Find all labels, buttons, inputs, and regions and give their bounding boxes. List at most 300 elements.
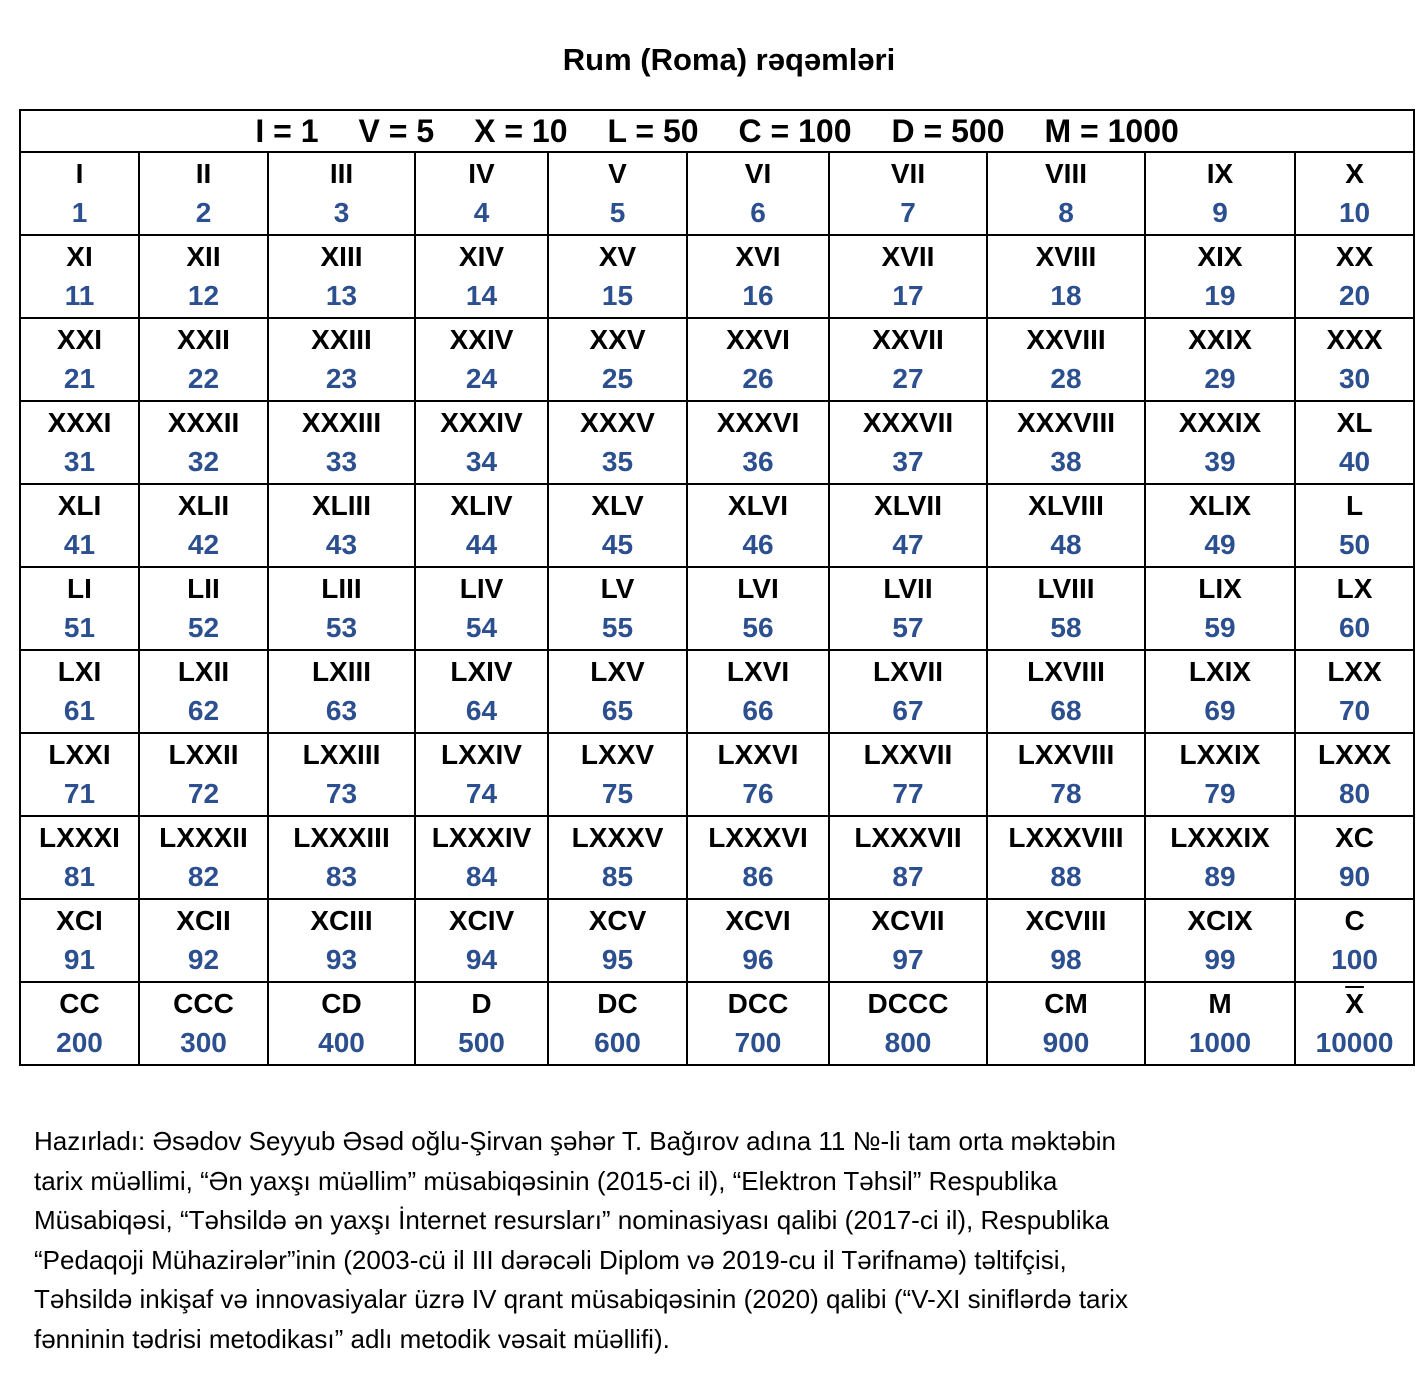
numeral-cell	[20, 982, 139, 1065]
arabic-value: 34	[465, 446, 498, 477]
numeral-cell	[268, 733, 415, 816]
numeral-cell	[1295, 484, 1414, 567]
arabic-value: 400	[318, 1027, 365, 1058]
numeral-cell	[415, 318, 548, 401]
roman-numeral: X	[1345, 158, 1364, 189]
roman-numeral: V	[608, 158, 627, 189]
numeral-cell	[987, 484, 1145, 567]
arabic-value: 73	[325, 778, 358, 809]
roman-numeral: XXI	[56, 324, 103, 355]
roman-numeral: XXXVII	[862, 407, 954, 438]
roman-numeral: XLII	[177, 490, 230, 521]
roman-numeral: XXIV	[449, 324, 514, 355]
roman-numeral: XCI	[56, 905, 103, 936]
arabic-value: 12	[187, 280, 220, 311]
roman-numeral: XXXIV	[440, 407, 523, 438]
roman-numeral: XCII	[176, 905, 231, 936]
arabic-value: 81	[63, 861, 96, 892]
numeral-cell	[1145, 733, 1295, 816]
arabic-value: 54	[465, 612, 498, 643]
numeral-cell	[687, 318, 829, 401]
numeral-cell	[139, 235, 268, 318]
numeral-cell	[687, 816, 829, 899]
roman-numeral: LIV	[459, 573, 504, 604]
roman-numeral: LXXV	[580, 739, 655, 770]
numeral-cell	[268, 152, 415, 235]
arabic-value: 500	[458, 1027, 505, 1058]
roman-numeral: LXXIII	[302, 739, 381, 770]
roman-numeral: XXVII	[872, 324, 944, 355]
roman-numeral: LXIX	[1188, 656, 1252, 687]
numeral-cell	[1145, 401, 1295, 484]
arabic-value: 7	[900, 197, 916, 228]
numeral-cell	[1145, 982, 1295, 1065]
author-note-line: Hazırladı: Əsədov Seyyub Əsəd oğlu-Şirvan şəhər T. Bağırov adına 11 №-li tam orta məktəbin	[34, 1126, 1117, 1156]
arabic-value: 69	[1204, 695, 1236, 726]
numeral-cell	[829, 816, 987, 899]
numeral-cell	[20, 567, 139, 650]
arabic-value: 94	[465, 944, 498, 975]
numeral-cell	[829, 899, 987, 982]
arabic-value: 78	[1050, 778, 1082, 809]
arabic-value: 18	[1050, 280, 1082, 311]
arabic-value: 8	[1058, 197, 1074, 228]
numeral-cell	[829, 982, 987, 1065]
numeral-cell	[268, 650, 415, 733]
numeral-cell	[139, 567, 268, 650]
roman-numeral: XI	[66, 241, 93, 272]
arabic-value: 93	[325, 944, 358, 975]
arabic-value: 70	[1338, 695, 1371, 726]
arabic-value: 60	[1338, 612, 1371, 643]
arabic-value: 59	[1204, 612, 1236, 643]
legend-item: X = 10	[474, 113, 568, 149]
roman-numeral: LXV	[590, 656, 645, 687]
numeral-row	[20, 733, 1414, 816]
author-note-line: Təhsildə inkişaf və innovasiyalar üzrə IV qrant müsabiqəsinin (2020) qalibi (“V-XI siniflərdə tarix	[34, 1284, 1128, 1314]
arabic-value: 42	[187, 529, 220, 560]
roman-numeral: XXXVIII	[1016, 407, 1116, 438]
arabic-value: 38	[1050, 446, 1082, 477]
numeral-cell	[20, 152, 139, 235]
roman-numeral: LVII	[883, 573, 933, 604]
numeral-cell	[829, 401, 987, 484]
author-note-line: tarix müəllimi, “Ən yaxşı müəllim” müsabiqəsinin (2015-ci il), “Elektron Təhsil” Respublika	[34, 1165, 1058, 1196]
numeral-cell	[1145, 816, 1295, 899]
numeral-cell	[829, 567, 987, 650]
arabic-value: 66	[742, 695, 774, 726]
arabic-value: 56	[742, 612, 774, 643]
roman-numeral: DCCC	[867, 988, 949, 1019]
roman-numeral: XIV	[458, 241, 505, 272]
roman-numeral: LXIII	[311, 656, 372, 687]
numeral-row	[20, 816, 1414, 899]
numeral-cell	[1295, 650, 1414, 733]
arabic-value: 86	[742, 861, 774, 892]
numeral-cell	[1295, 567, 1414, 650]
arabic-value: 700	[734, 1027, 782, 1058]
arabic-value: 25	[601, 363, 634, 394]
arabic-value: 82	[187, 861, 220, 892]
numeral-cell	[268, 484, 415, 567]
numeral-cell	[687, 401, 829, 484]
roman-numerals-table	[19, 109, 1415, 1066]
numeral-cell	[829, 650, 987, 733]
arabic-value: 53	[325, 612, 358, 643]
roman-numeral: LXXXVI	[708, 822, 808, 853]
numeral-cell	[687, 650, 829, 733]
roman-numeral: XCVII	[871, 905, 945, 936]
numeral-cell	[548, 318, 687, 401]
roman-numeral: XLVI	[727, 490, 789, 521]
arabic-value: 15	[601, 280, 634, 311]
arabic-value: 45	[601, 529, 634, 560]
arabic-value: 52	[187, 612, 220, 643]
numeral-cell	[415, 650, 548, 733]
numeral-row	[20, 235, 1414, 318]
numeral-cell	[687, 899, 829, 982]
arabic-value: 48	[1050, 529, 1082, 560]
arabic-value: 6	[750, 197, 766, 228]
roman-numeral: LXXXIV	[431, 822, 532, 853]
roman-numeral: LXII	[177, 656, 230, 687]
roman-numeral: IV	[468, 158, 495, 189]
arabic-value: 600	[594, 1027, 641, 1058]
numeral-cell	[268, 982, 415, 1065]
arabic-value: 96	[742, 944, 774, 975]
author-note-line: fənninin tədrisi metodikası” adlı metodik vəsait müəllifi).	[34, 1323, 670, 1354]
legend-item: I = 1	[255, 113, 319, 149]
numeral-cell	[1145, 899, 1295, 982]
roman-numeral: IX	[1206, 158, 1234, 189]
roman-numeral: XXXV	[580, 407, 655, 438]
arabic-value: 100	[1331, 944, 1378, 975]
arabic-value: 10	[1338, 197, 1371, 228]
numeral-cell	[1295, 899, 1414, 982]
numeral-cell	[987, 899, 1145, 982]
roman-numeral: LXXIX	[1179, 739, 1261, 770]
roman-numeral: XII	[186, 241, 221, 272]
roman-numeral: XLIII	[311, 490, 372, 521]
arabic-value: 65	[601, 695, 634, 726]
numeral-cell	[1295, 152, 1414, 235]
numeral-cell	[548, 650, 687, 733]
numeral-cell	[415, 982, 548, 1065]
numeral-cell	[415, 152, 548, 235]
roman-numeral: XIX	[1197, 241, 1243, 272]
arabic-value: 49	[1204, 529, 1236, 560]
numeral-cell	[829, 318, 987, 401]
numeral-cell	[415, 733, 548, 816]
page-title: Rum (Roma) rəqəmləri	[562, 42, 896, 77]
arabic-value: 67	[892, 695, 924, 726]
numeral-cell	[268, 318, 415, 401]
numeral-cell	[20, 235, 139, 318]
roman-numeral: XCVIII	[1025, 905, 1107, 936]
roman-numeral: XIII	[320, 241, 363, 272]
numeral-cell	[415, 899, 548, 982]
arabic-value: 76	[742, 778, 774, 809]
numeral-cell	[687, 235, 829, 318]
numeral-cell	[687, 567, 829, 650]
roman-numeral: XX	[1335, 241, 1374, 272]
roman-numeral: LI	[67, 573, 92, 604]
arabic-value: 1000	[1188, 1027, 1252, 1058]
roman-numeral: XCIV	[448, 905, 515, 936]
numeral-cell	[139, 650, 268, 733]
arabic-value: 30	[1338, 363, 1371, 394]
numeral-cell	[548, 567, 687, 650]
numeral-cell	[987, 567, 1145, 650]
arabic-value: 21	[63, 363, 96, 394]
roman-numeral: LXXXVII	[854, 822, 962, 853]
roman-numeral: CD	[321, 988, 362, 1019]
legend-item: C = 100	[738, 113, 852, 149]
numeral-cell	[1295, 318, 1414, 401]
arabic-value: 83	[325, 861, 358, 892]
numeral-cell	[987, 318, 1145, 401]
numeral-cell	[1145, 484, 1295, 567]
legend-cell	[20, 110, 1414, 152]
roman-numeral: LXVI	[726, 656, 790, 687]
arabic-value: 300	[180, 1027, 227, 1058]
arabic-value: 1	[71, 197, 88, 228]
numeral-cell	[139, 816, 268, 899]
numeral-cell	[548, 733, 687, 816]
numeral-cell	[139, 484, 268, 567]
arabic-value: 16	[742, 280, 774, 311]
numeral-cell	[1295, 401, 1414, 484]
arabic-value: 55	[601, 612, 634, 643]
arabic-value: 84	[465, 861, 498, 892]
roman-numeral: LXXVII	[863, 739, 953, 770]
roman-numeral: XVI	[735, 241, 781, 272]
roman-numeral: XXXVI	[716, 407, 800, 438]
numeral-cell	[829, 733, 987, 816]
arabic-value: 26	[742, 363, 774, 394]
numeral-cell	[1145, 650, 1295, 733]
numeral-cell	[415, 235, 548, 318]
numeral-cell	[415, 484, 548, 567]
arabic-value: 58	[1050, 612, 1082, 643]
roman-numeral: XXIX	[1188, 324, 1252, 355]
numeral-cell	[987, 982, 1145, 1065]
numeral-cell	[1295, 235, 1414, 318]
arabic-value: 61	[63, 695, 96, 726]
numeral-cell	[687, 733, 829, 816]
roman-numeral: LXXI	[48, 739, 111, 770]
numeral-cell	[829, 235, 987, 318]
arabic-value: 75	[601, 778, 634, 809]
roman-numeral: XV	[598, 241, 637, 272]
roman-numeral: L	[1346, 490, 1364, 521]
numeral-cell	[268, 816, 415, 899]
roman-numeral: XXXIX	[1178, 407, 1262, 438]
roman-numeral: XVIII	[1035, 241, 1097, 272]
roman-numeral: XL	[1336, 407, 1373, 438]
roman-numeral: LXXXIX	[1170, 822, 1270, 853]
roman-numeral: VI	[744, 158, 772, 189]
arabic-value: 9	[1212, 197, 1228, 228]
arabic-value: 4	[473, 197, 490, 228]
numeral-cell	[987, 650, 1145, 733]
numeral-cell	[987, 401, 1145, 484]
arabic-value: 74	[465, 778, 498, 809]
roman-numeral: LXXIV	[441, 739, 522, 770]
numeral-row	[20, 401, 1414, 484]
numeral-cell	[139, 982, 268, 1065]
roman-numeral: LXXXIII	[293, 822, 390, 853]
roman-numeral: LIII	[321, 573, 362, 604]
arabic-value: 46	[742, 529, 774, 560]
roman-numeral: LXXXI	[39, 822, 120, 853]
numeral-cell	[548, 401, 687, 484]
arabic-value: 13	[325, 280, 358, 311]
numeral-cell	[1145, 235, 1295, 318]
roman-numeral: XXX	[1326, 324, 1383, 355]
roman-numeral: LIX	[1198, 573, 1242, 604]
roman-numeral: CC	[59, 988, 100, 1019]
arabic-value: 29	[1204, 363, 1236, 394]
arabic-value: 63	[325, 695, 358, 726]
arabic-value: 72	[187, 778, 220, 809]
arabic-value: 97	[892, 944, 924, 975]
arabic-value: 40	[1338, 446, 1371, 477]
arabic-value: 62	[187, 695, 220, 726]
roman-numeral: I	[75, 158, 84, 189]
arabic-value: 33	[325, 446, 358, 477]
numeral-cell	[987, 235, 1145, 318]
numeral-cell	[1145, 318, 1295, 401]
roman-numeral: C	[1344, 905, 1365, 936]
numeral-cell	[20, 401, 139, 484]
numeral-cell	[548, 235, 687, 318]
roman-numeral: DCC	[727, 988, 789, 1019]
numeral-cell	[415, 567, 548, 650]
arabic-value: 79	[1204, 778, 1236, 809]
numeral-cell	[415, 816, 548, 899]
arabic-value: 19	[1204, 280, 1236, 311]
arabic-value: 44	[465, 529, 498, 560]
numeral-cell	[1295, 982, 1414, 1065]
arabic-value: 47	[892, 529, 924, 560]
numeral-cell	[20, 650, 139, 733]
arabic-value: 17	[892, 280, 924, 311]
arabic-value: 77	[892, 778, 924, 809]
roman-numeral: XCIX	[1187, 905, 1253, 936]
numeral-cell	[20, 733, 139, 816]
roman-numeral: XXXI	[47, 407, 112, 438]
arabic-value: 32	[187, 446, 220, 477]
arabic-value: 800	[884, 1027, 932, 1058]
arabic-value: 39	[1204, 446, 1236, 477]
roman-numeral: XLI	[57, 490, 102, 521]
roman-numeral: LXXXVIII	[1008, 822, 1124, 853]
roman-numeral: XXXIII	[301, 407, 382, 438]
numeral-row	[20, 650, 1414, 733]
roman-numeral: XXVIII	[1026, 324, 1106, 355]
roman-numeral: III	[329, 158, 354, 189]
arabic-value: 98	[1050, 944, 1082, 975]
numeral-row	[20, 982, 1414, 1065]
numeral-cell	[829, 484, 987, 567]
roman-numeral: LII	[187, 573, 220, 604]
roman-numeral: LXX	[1327, 656, 1382, 687]
numeral-cell	[139, 899, 268, 982]
numeral-cell	[687, 484, 829, 567]
arabic-value: 57	[892, 612, 924, 643]
roman-numeral: LXXXII	[159, 822, 248, 853]
arabic-value: 88	[1050, 861, 1082, 892]
arabic-value: 2	[195, 197, 212, 228]
arabic-value: 85	[601, 861, 634, 892]
arabic-value: 37	[892, 446, 924, 477]
arabic-value: 64	[465, 695, 498, 726]
roman-numeral: VIII	[1044, 158, 1087, 189]
roman-numeral: LXXVIII	[1017, 739, 1115, 770]
arabic-value: 23	[325, 363, 358, 394]
numeral-cell	[548, 899, 687, 982]
arabic-value: 95	[601, 944, 634, 975]
roman-numeral: LXXII	[168, 739, 239, 770]
numeral-cell	[20, 899, 139, 982]
numeral-row	[20, 567, 1414, 650]
arabic-value: 50	[1338, 529, 1371, 560]
roman-numeral: LXXX	[1318, 739, 1392, 770]
roman-numeral: LXIV	[450, 656, 513, 687]
arabic-value: 27	[892, 363, 924, 394]
arabic-value: 36	[742, 446, 774, 477]
roman-numeral: XLVII	[874, 490, 942, 521]
roman-numeral: XXIII	[311, 324, 372, 355]
numeral-cell	[268, 567, 415, 650]
roman-numeral: XCIII	[310, 905, 373, 936]
roman-numeral: LV	[600, 573, 635, 604]
author-note	[34, 1122, 1404, 1359]
roman-numeral: LX	[1336, 573, 1373, 604]
numeral-cell	[139, 733, 268, 816]
arabic-value: 71	[63, 778, 96, 809]
arabic-value: 10000	[1315, 1027, 1394, 1058]
arabic-value: 24	[465, 363, 498, 394]
roman-numeral: LXXVI	[717, 739, 799, 770]
arabic-value: 22	[187, 363, 220, 394]
numeral-cell	[548, 484, 687, 567]
numeral-row	[20, 152, 1414, 235]
roman-numeral: XCV	[588, 905, 647, 936]
roman-numeral: XXII	[177, 324, 230, 355]
roman-numeral: D	[471, 988, 492, 1019]
arabic-value: 68	[1050, 695, 1082, 726]
numeral-cell	[20, 816, 139, 899]
roman-numeral: CCC	[173, 988, 234, 1019]
arabic-value: 200	[56, 1027, 103, 1058]
legend-item: V = 5	[358, 113, 435, 149]
roman-numeral: XCVI	[725, 905, 791, 936]
numeral-cell	[268, 899, 415, 982]
legend-row	[20, 110, 1414, 152]
author-note-line: “Pedaqoji Mühazirələr”inin (2003-cü il III dərəcəli Diplom və 2019-cu il Tərifnamə) təltifçisi,	[34, 1244, 1067, 1275]
arabic-value: 41	[63, 529, 96, 560]
arabic-value: 92	[187, 944, 220, 975]
numeral-cell	[268, 401, 415, 484]
roman-numeral: XVII	[881, 241, 935, 272]
numeral-cell	[139, 318, 268, 401]
arabic-value: 87	[892, 861, 924, 892]
author-note-line: Müsabiqəsi, “Təhsildə ən yaxşı İnternet resursları” nominasiyası qalibi (2017-ci il), Respublika	[34, 1205, 1110, 1235]
numeral-cell	[987, 733, 1145, 816]
arabic-value: 51	[63, 612, 96, 643]
